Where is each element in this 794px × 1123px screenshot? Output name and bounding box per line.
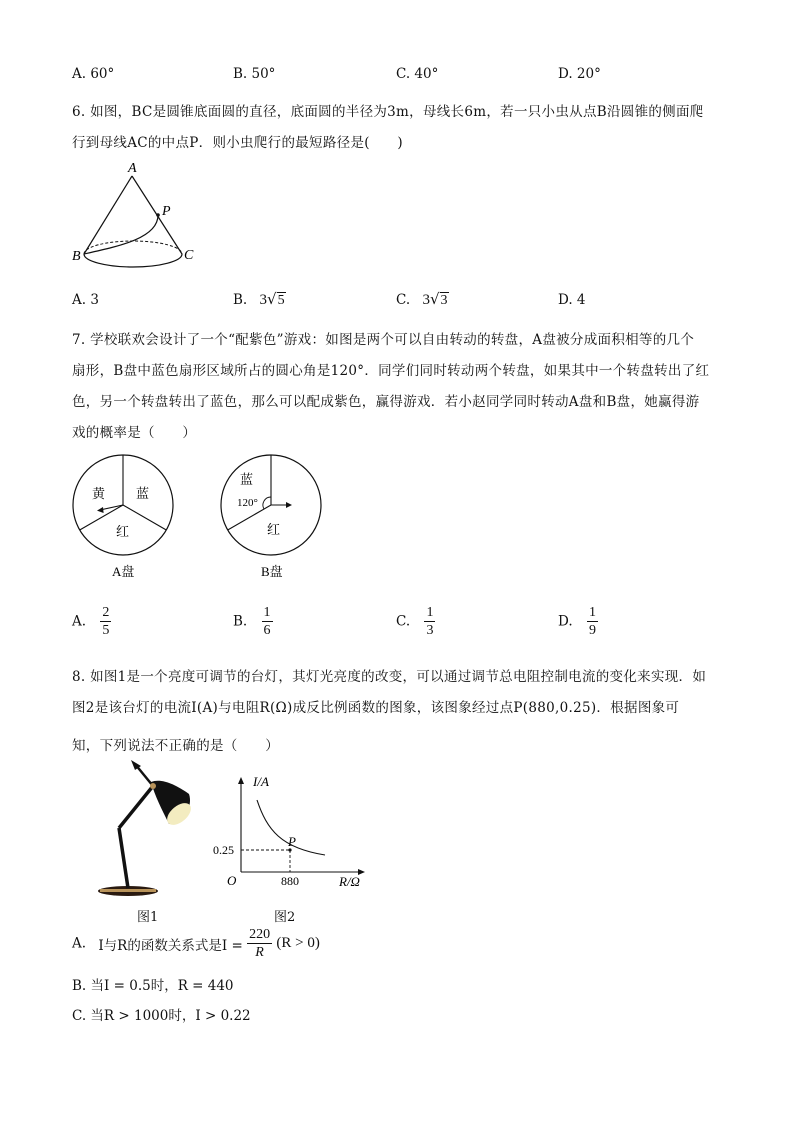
desk-lamp-figure xyxy=(95,756,205,901)
figure2-caption: 图2 xyxy=(274,910,296,925)
cone-figure xyxy=(70,158,210,273)
q7-stem-line1: 7. 学校联欢会设计了一个“配紫色”游戏：如图是两个可以自由转动的转盘，A盘被分成面积相等的几个 xyxy=(72,332,695,348)
cone-label-p: P xyxy=(162,204,171,219)
spinner-a-red: 红 xyxy=(116,524,130,539)
q7-option-d-den: 9 xyxy=(588,623,596,638)
graph-y-label: I/A xyxy=(253,774,269,789)
q6-stem-line2: 行到母线AC的中点P．则小虫爬行的最短路径是( ) xyxy=(72,135,403,151)
q7-stem-line2: 扇形，B盘中蓝色扇形区域所占的圆心角是120°．同学们同时转动两个转盘，如果其中一个转盘转出了红 xyxy=(72,363,710,379)
q5-option-c: C. 40° xyxy=(396,66,439,82)
q5-option-d: D. 20° xyxy=(558,66,601,82)
q7-option-a-den: 5 xyxy=(102,623,110,638)
q8-option-a-condition: (R > 0) xyxy=(276,935,320,951)
q6-option-b-label: B. xyxy=(233,292,248,308)
spinner-a xyxy=(66,448,186,588)
cone-label-c: C xyxy=(184,248,194,263)
graph-origin: O xyxy=(227,873,237,888)
q6-option-b-radicand: 5 xyxy=(277,293,285,308)
q7-option-d-label: D. xyxy=(558,613,573,630)
q7-option-a-label: A. xyxy=(72,613,87,630)
q7-stem-line3: 色，另一个转盘转出了蓝色，那么可以配成紫色，赢得游戏．若小赵同学同时转动A盘和B盘，她赢得游 xyxy=(72,394,700,410)
spinner-a-yellow: 黄 xyxy=(92,486,106,501)
cone-label-a: A xyxy=(128,161,137,176)
q6-option-c: C. 3√3 xyxy=(396,290,448,308)
graph-point-label: P xyxy=(288,834,296,849)
q6-option-c-label: C. xyxy=(396,292,411,308)
q6-option-a: A. 3 xyxy=(72,292,99,308)
q7-option-a xyxy=(72,604,111,639)
cone-label-b: B xyxy=(72,249,81,264)
q8-option-a-label: A. xyxy=(72,935,87,952)
q6-option-d: D. 4 xyxy=(558,292,586,308)
q8-option-a-num: 220 xyxy=(249,927,271,942)
q6-option-b-coef: 3 xyxy=(259,292,268,308)
q8-option-a-text: I与R的函数关系式是I = xyxy=(98,937,243,954)
q8-stem-line2: 图2是该台灯的电流I(A)与电阻R(Ω)成反比例函数的图象，该图象经过点P(880,0.25)．根据图象可 xyxy=(72,700,680,716)
q5-option-b: B. 50° xyxy=(233,66,276,82)
q7-option-b-num: 1 xyxy=(263,605,271,620)
graph-y-tick: 0.25 xyxy=(213,843,234,857)
graph-x-tick: 880 xyxy=(281,874,299,888)
q7-stem-line4: 戏的概率是（ ） xyxy=(72,425,197,441)
q7-option-c-label: C. xyxy=(396,613,411,630)
q6-option-c-radicand: 3 xyxy=(440,293,448,308)
q8-option-a-den: R xyxy=(255,945,264,960)
q6-option-b: B. 3√5 xyxy=(233,290,285,308)
spinner-b-angle: 120° xyxy=(237,497,258,509)
q7-option-a-num: 2 xyxy=(102,605,110,620)
spinner-a-caption: A盘 xyxy=(112,564,135,579)
q5-option-a: A. 60° xyxy=(72,66,115,82)
q8-stem-line3: 知，下列说法不正确的是（ ） xyxy=(72,738,279,754)
q8-option-b: B. 当I = 0.5时，R = 440 xyxy=(72,978,234,994)
q7-option-c xyxy=(396,604,435,639)
q7-option-d-num: 1 xyxy=(588,605,596,620)
graph-x-label: R/Ω xyxy=(339,874,360,889)
spinner-b xyxy=(215,448,335,588)
q7-option-c-den: 3 xyxy=(426,623,434,638)
spinner-b-red: 红 xyxy=(267,522,281,537)
spinner-b-blue: 蓝 xyxy=(240,472,254,487)
spinner-b-caption: B盘 xyxy=(261,564,283,579)
spinner-a-blue: 蓝 xyxy=(136,486,150,501)
q7-option-d xyxy=(558,604,598,639)
figure1-caption: 图1 xyxy=(137,910,159,925)
q7-option-b-label: B. xyxy=(233,613,248,630)
q7-option-b-den: 6 xyxy=(263,623,271,638)
q7-option-c-num: 1 xyxy=(426,605,434,620)
q8-option-c: C. 当R > 1000时，I > 0.22 xyxy=(72,1008,251,1024)
current-resistance-graph xyxy=(205,768,375,898)
q8-stem-line1: 8. 如图1是一个亮度可调节的台灯，其灯光亮度的改变，可以通过调节总电阻控制电流的变化来实现．如 xyxy=(72,669,707,685)
q6-stem-line1: 6. 如图，BC是圆锥底面圆的直径，底面圆的半径为3m，母线长6m，若一只小虫从点B沿圆锥的侧面爬 xyxy=(72,104,704,120)
q8-option-a xyxy=(72,926,320,961)
q6-option-c-coef: 3 xyxy=(422,292,430,308)
q7-option-b xyxy=(233,604,273,639)
